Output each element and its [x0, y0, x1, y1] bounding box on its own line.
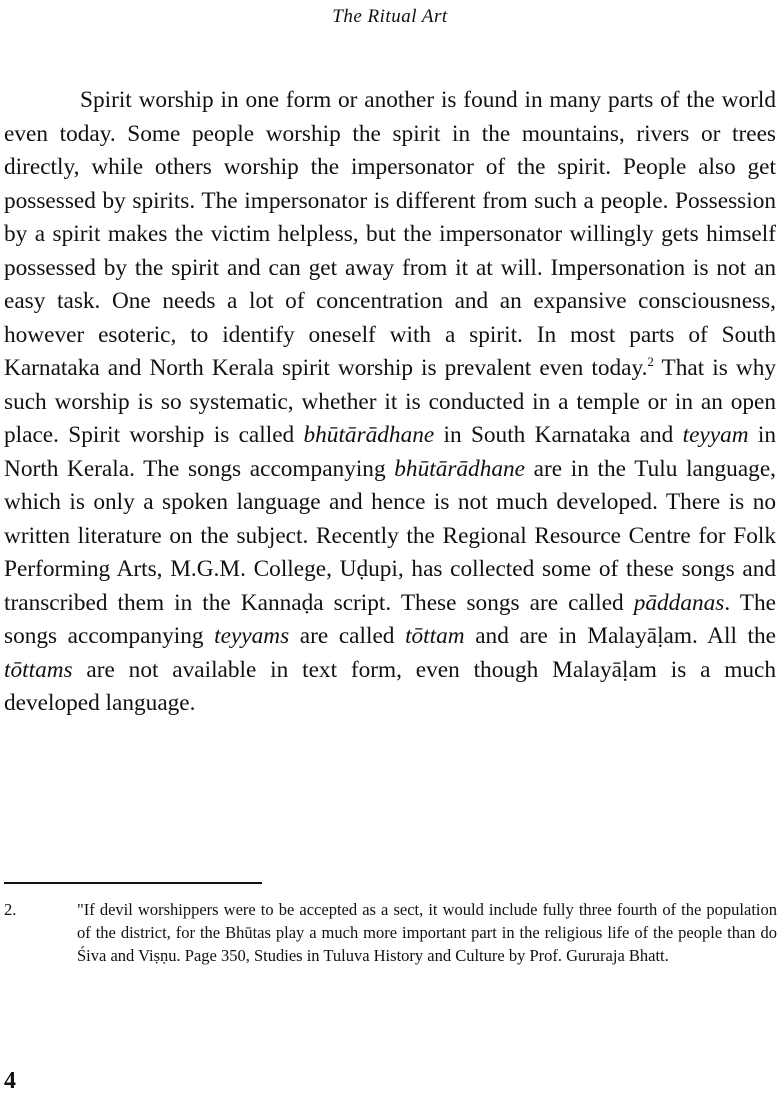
paragraph-text: and are in Malayāḷam. All the [464, 623, 776, 649]
running-head: The Ritual Art [332, 6, 448, 27]
paragraph-text: in South Karnataka and [434, 422, 683, 448]
page-number: 4 [4, 1068, 16, 1094]
paragraph-text: in North Kerala. The songs accompanying [4, 422, 776, 482]
italic-term: teyyam [682, 422, 749, 448]
footnote-reference: 2 [647, 354, 654, 370]
paragraph-text: Spirit worship in one form or another is found in many parts of the world even today. Some people worship the spirit in the mountains, rivers or trees directly, while others worship the impersonator of the spirit. People also get possessed by spirits. The impersonator is different from such a people. Possession by a spirit makes the victim helpless, but the impersonator willingly gets himself possessed by the spirit and can get away from it at will. Impersonation is not an easy task. One needs a lot of concentration and an expansive consciousness, however esoteric, to identify oneself with a spirit. In most parts of South Karnataka and North Kerala spirit worship is prevalent even today. [4, 87, 776, 381]
italic-term: tōttams [4, 656, 73, 683]
body-paragraph [4, 84, 776, 721]
italic-term: tōttam [405, 623, 465, 649]
paragraph-text: . The songs accompanying [4, 589, 777, 649]
paragraph-text: are in the Tulu language, which is only a spoken language and hence is not much developed. There is no written literature on the subject. Recently the Regional Resource Centre for Folk Performing Arts, M.G.M. College, Uḍupi, has collected some of these songs and transcribed them in the Kannaḍa script. These songs are called [4, 455, 776, 616]
paragraph-text: are not available in text form, even though Malayāḷam is a much developed language. [4, 656, 776, 716]
paragraph-text: are called [289, 623, 406, 649]
italic-term: bhūtārādhane [394, 455, 525, 482]
footnote-text: "If devil worshippers were to be accepted as a sect, it would include fully three fourth of the population of the district, for the Bhūtas play a much more important part in the religious life of the people than do Śiva and Viṣṇu. Page 350, Studies in Tuluva History and Culture by Prof. Gururaja Bhatt. [77, 900, 777, 965]
footnote-number: 2. [4, 900, 17, 919]
italic-term: teyyams [214, 623, 290, 649]
paragraph-text: That is why such worship is so systematic, whether it is conducted in a temple or in an open place. Spirit worship is called [4, 355, 776, 448]
footnote-divider [4, 882, 262, 884]
italic-term: pāddanas [633, 589, 725, 616]
italic-term: bhūtārādhane [303, 422, 435, 448]
